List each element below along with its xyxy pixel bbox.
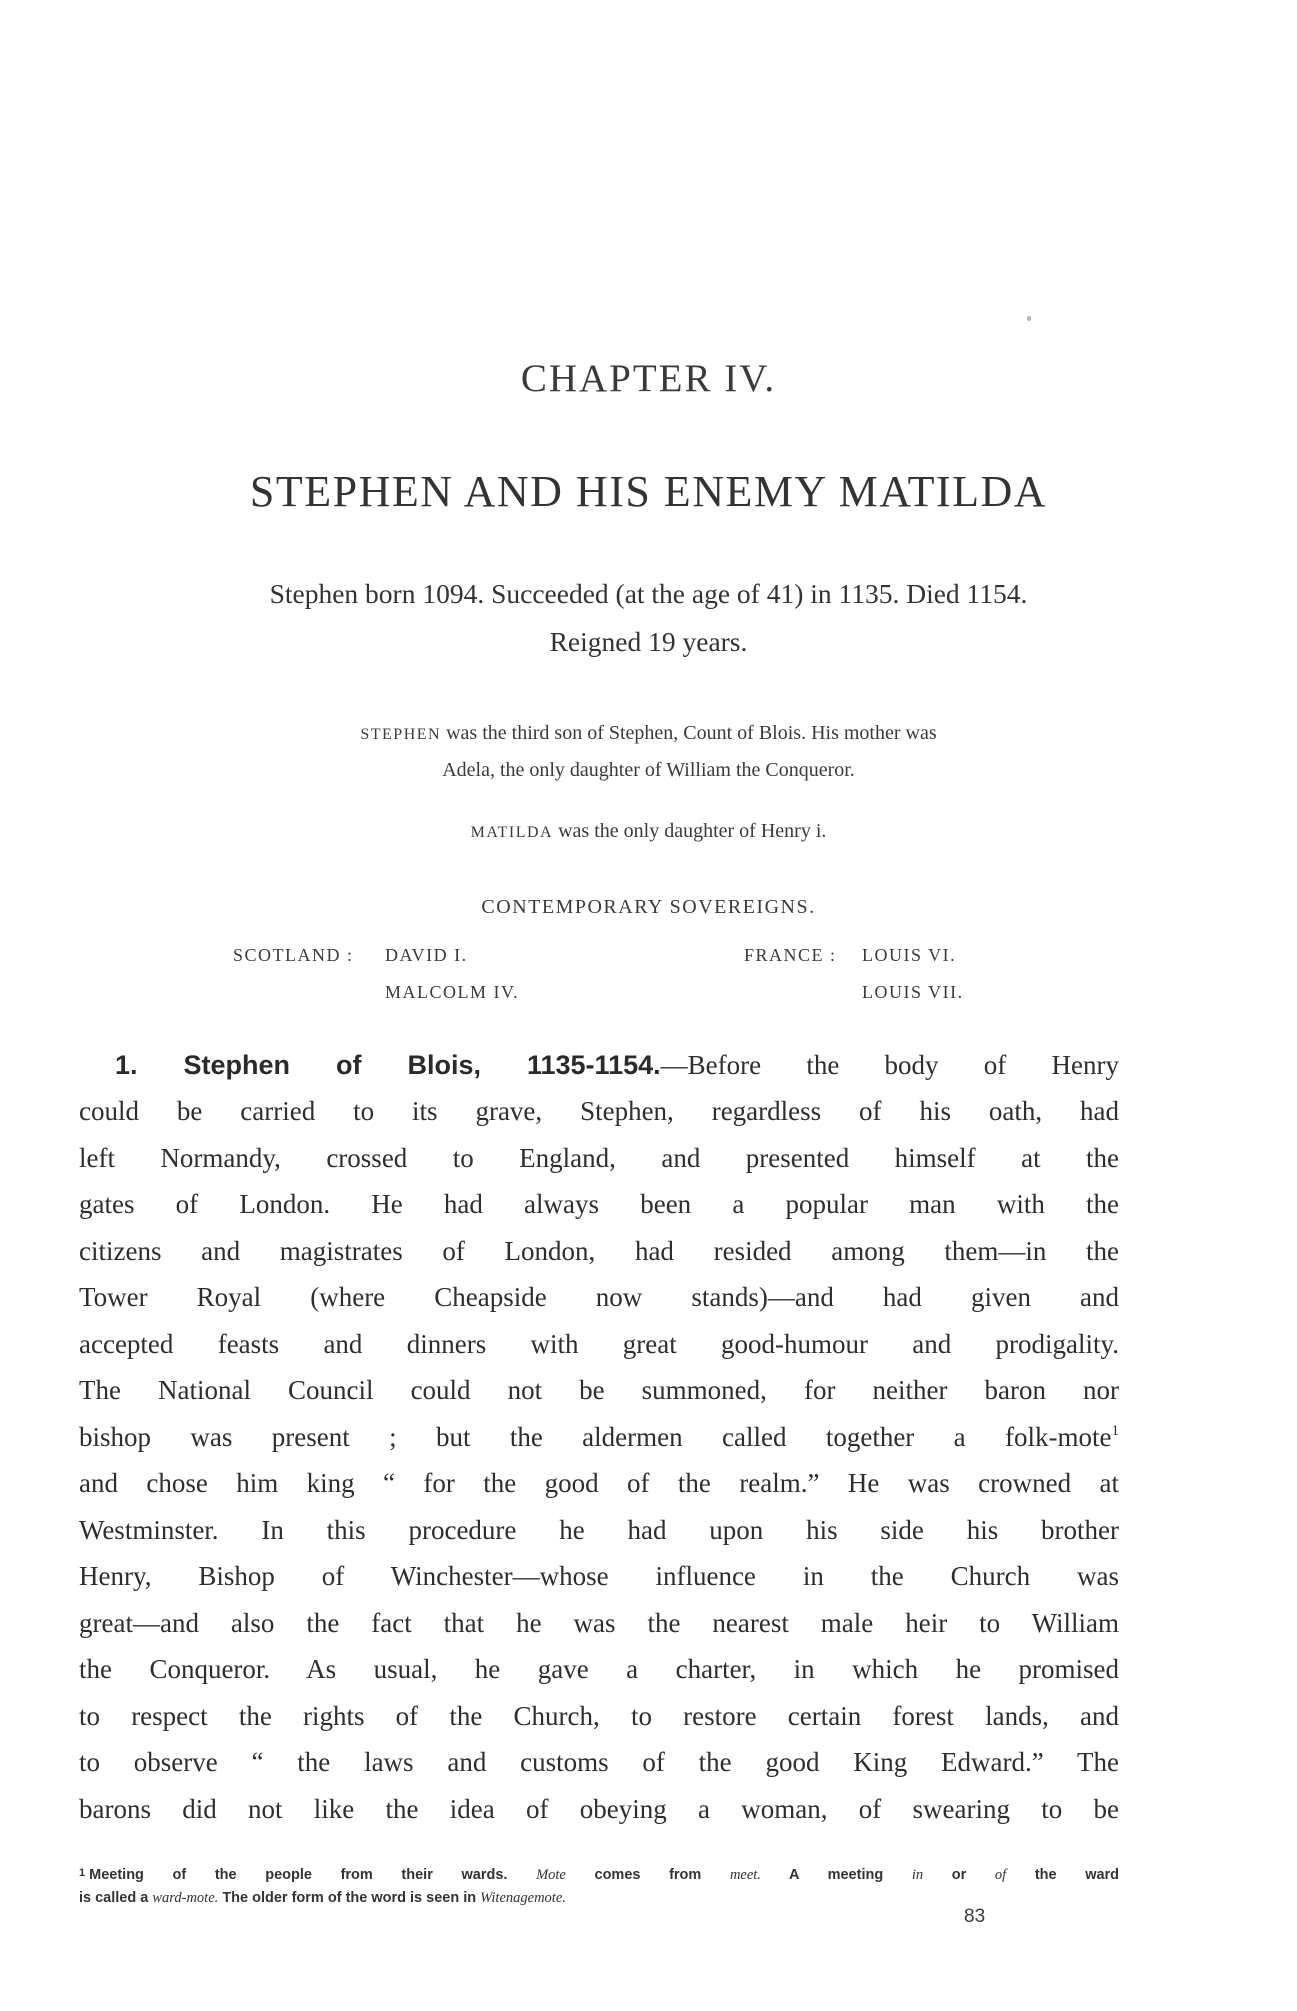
matilda-smallcaps: MATILDA	[470, 824, 554, 841]
stephen-parentage-note-cont: Adela, the only daughter of William the Conqueror.	[442, 759, 855, 781]
footnote-text: A meeting	[789, 1867, 884, 1883]
reign-dates: Stephen born 1094. Succeeded (at the age of 41) in 1135. Died 1154.	[269, 578, 1028, 609]
footnote-italic: in	[911, 1867, 924, 1883]
body-line	[79, 1420, 1119, 1454]
matilda-note	[0, 820, 1297, 843]
stephen-note-text: was the third son of Stephen, Count of Blois. His mother was	[441, 722, 937, 744]
chapter-title: STEPHEN AND HIS ENEMY MATILDA	[249, 467, 1048, 516]
body-line: to observe “ the laws and customs of the good King Edward.” The	[79, 1747, 1119, 1777]
footnote-italic: meet.	[729, 1867, 761, 1883]
footnote-text: the ward	[1034, 1867, 1120, 1883]
body-line: great—and also the fact that he was the nearest male heir to William	[79, 1608, 1119, 1638]
scotland-sovereign-2: MALCOLM IV.	[385, 982, 520, 1002]
footnote-text: Meeting of the people from their wards.	[89, 1867, 508, 1883]
matilda-note-text: was the only daughter of Henry i.	[553, 820, 827, 842]
stephen-smallcaps: STEPHEN	[360, 726, 442, 743]
body-text: bishop was present ; but the aldermen called together a folk-mote	[79, 1422, 1112, 1452]
body-line: left Normandy, crossed to England, and presented himself at the	[79, 1143, 1119, 1173]
body-text: —Before the body of Henry	[660, 1050, 1119, 1080]
body-line: barons did not like the idea of obeying a woman, of swearing to be	[79, 1794, 1119, 1824]
chapter-heading: CHAPTER IV.	[520, 357, 777, 400]
footnote-number: 1	[79, 1867, 86, 1879]
footnote-cont	[79, 1890, 1119, 1907]
france-label: FRANCE :	[744, 945, 837, 965]
scotland-sovereign-1: DAVID I.	[385, 945, 468, 965]
body-line: to respect the rights of the Church, to restore certain forest lands, and	[79, 1701, 1119, 1731]
stephen-parentage-note	[0, 722, 1297, 745]
footnote-italic: Witenagemote.	[480, 1890, 566, 1906]
contemporary-sovereigns-heading: CONTEMPORARY SOVEREIGNS.	[481, 896, 816, 918]
body-line	[115, 1048, 1119, 1082]
body-line: could be carried to its grave, Stephen, regardless of his oath, had	[79, 1096, 1119, 1126]
france-sovereign-2: LOUIS VII.	[862, 982, 964, 1002]
footnote-text: or	[951, 1867, 967, 1883]
footnote	[79, 1867, 1119, 1884]
footnote-text: The older form of the word is seen in	[222, 1890, 477, 1906]
ink-speck	[1027, 316, 1031, 321]
footnote-text: is called a	[79, 1890, 149, 1906]
footnote-text: comes from	[594, 1867, 702, 1883]
body-line: Henry, Bishop of Winchester—whose influence in the Church was	[79, 1561, 1119, 1591]
body-line: Tower Royal (where Cheapside now stands)—and had given and	[79, 1282, 1119, 1312]
body-line: The National Council could not be summoned, for neither baron nor	[79, 1375, 1119, 1405]
body-line: accepted feasts and dinners with great good-humour and prodigality.	[79, 1329, 1119, 1359]
body-line: Westminster. In this procedure he had upon his side his brother	[79, 1515, 1119, 1545]
body-line: citizens and magistrates of London, had resided among them—in the	[79, 1236, 1119, 1266]
footnote-italic: of	[994, 1867, 1007, 1883]
scotland-label: SCOTLAND :	[233, 945, 354, 965]
footnote-reference: 1	[1111, 1423, 1119, 1439]
body-line: the Conqueror. As usual, he gave a charter, in which he promised	[79, 1654, 1119, 1684]
reign-length: Reigned 19 years.	[549, 626, 748, 657]
footnote-italic: ward-mote.	[152, 1890, 219, 1906]
body-line: and chose him king “ for the good of the realm.” He was crowned at	[79, 1468, 1119, 1498]
footnote-italic: Mote	[536, 1867, 566, 1883]
france-sovereign-1: LOUIS VI.	[862, 945, 957, 965]
section-heading: 1. Stephen of Blois, 1135-1154.	[115, 1050, 661, 1080]
body-line: gates of London. He had always been a popular man with the	[79, 1189, 1119, 1219]
page-number: 83	[964, 1906, 986, 1927]
